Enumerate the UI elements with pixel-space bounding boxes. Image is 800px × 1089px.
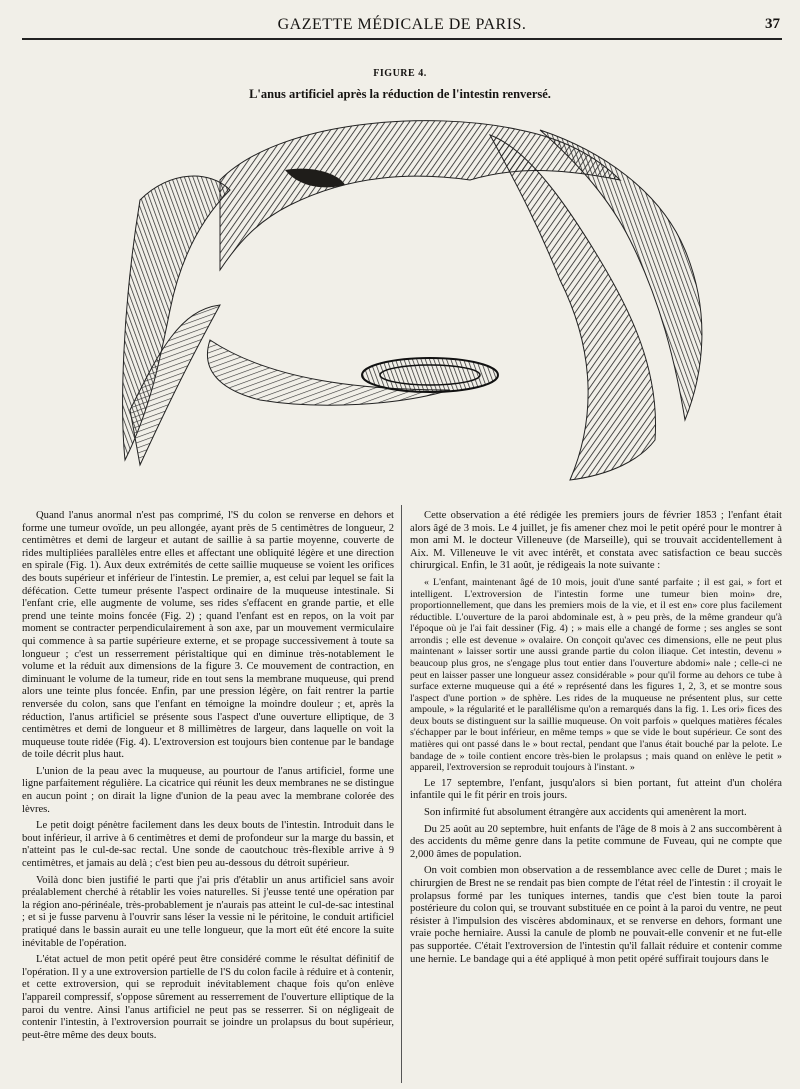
quoted-note: « L'enfant, maintenant âgé de 10 mois, jouit d'une santé parfaite ; il est gai, » fort et intelligent. L'extroversion de l'intestin forme une tumeur bien moin» dre, proportionnellement, que dans les premiers mois de la vie, et il est en» core plus facilement réductible. L'ouverture de la paroi abdominale est, à » peu près, de la même grandeur qu'à l'époque où je l'ai fait dessiner (Fig. 4) ; » mais elle a changé de forme ; ses angles se sont arrondis ; elle est devenue » ovalaire. On conçoit qu'avec ces dimensions, elle ne peut plus maintenant » laisser sortir une aussi grande partie du colon iliaque. Cet intestin, devenu » beaucoup plus gros, ne s'engage plus tout entier dans l'ouverture abdomi» nale ; celle-ci ne peut en laisser passer une longueur assez considérable » pour qu'il forme au dehors ce tube à surface externe muqueuse qui a été » représenté dans les figures 1, 2, 3, et se montre sous l'aspect d'une portion » de sphère. Les rides de la muqueuse ne présentent plus, sur cette ampoule, » la régularité et le parallélisme qu'on a remarqués dans la fig. 1. Les ori» fices des deux bouts se distinguent sur la saillie muqueuse. On voit parfois » quelques matières fécales s'échapper par le bout inférieur, en même temps » que se vide le bout supérieur. Ce sont des matières qui ont passé dans le » bout rectal, pendant que l'anus était bouché par la pelote. Le bandage de » toile contient encore très-bien le prolapsus ; mais quand on enlève le petit » appareil, l'extroversion se reproduit toujours à l'instant. » (410, 576, 782, 774)
journal-title: GAZETTE MÉDICALE DE PARIS. (277, 16, 527, 33)
figure-label: FIGURE 4. (373, 68, 427, 79)
page-number: 37 (765, 16, 780, 32)
paragraph: Du 25 août au 20 septembre, huit enfants de l'âge de 8 mois à 2 ans succombèrent à des accidents du même genre dans la petite commune de Fuveau, qui ne compte que 2,000 âmes de population. (410, 823, 782, 860)
paragraph: On voit combien mon observation a de ressemblance avec celle de Duret ; mais le chirurgien de Brest ne se rendait pas bien compte de l'état réel de l'intestin : il croyait le prolapsus formé par les tuniques internes, tandis que c'est bien toute la paroi postérieure du colon qui, se trouvant substituée en ce point à la paroi du ventre, ne peut résister à l'impulsion des viscères abdominaux, et se renverse en dehors, formant une vraie poche herniaire. Aussi la canule de plomb ne pouvait-elle convenir et ne fut-elle pas supportée. C'était l'extroversion de l'intestin qu'il fallait réduire et contenir comme une hernie. Le bandage qui a été appliqué à mon petit opéré suffirait toujours dans le (410, 865, 782, 965)
paragraph: Quand l'anus anormal n'est pas comprimé, l'S du colon se renverse en dehors et forme une tumeur ovoïde, un peu allongée, ayant près de 5 centimètres de longueur, 2 centimètres et demi de largeur et autant de saillie à sa partie moyenne, couverte de rides multipliées parallèles entre elles et affectant une obliquité légère et une direction en spirale (Fig. 1). Aux deux extrémités de cette saillie muqueuse se voient les orifices des bouts supérieur et inférieur de l'intestin. Le premier, a, est celui par lequel se fait la défécation. Cette tumeur présente l'aspect ordinaire de la muqueuse intestinale. Si l'enfant crie, elle augmente de volume, ses rides s'effacent en grande partie, et elle prend une teinte moins foncée (Fig. 2) ; quand l'enfant est en repos, on la voit par moment se contracter perpendiculairement à son axe, par un mouvement vermiculaire qui commence à sa partie supérieure externe, et se propage successivement à toute sa longueur ; c'est un resserrement péristaltique qui en diminue très-notablement le volume et la réduit aux dimensions de la figure 3. Ce mouvement de contraction, en diminuant le volume de la tumeur, ride en tout sens la membrane muqueuse, qui prend alors une teinte plus foncée. Enfin, par une pression légère, on fait rentrer la partie renversée du colon, sans que l'enfant en témoigne la moindre douleur ; et, après la réduction, l'anus artificiel se présente sous l'aspect d'une ouverture elliptique, de 3 centimètres et demi de longueur et 8 millimètres de largeur, dans laquelle on voit la muqueuse toute ridée (Fig. 4). L'extroversion est toujours bien contenue par le bandage de toile décrit plus haut. (22, 510, 394, 761)
right-column (410, 510, 782, 970)
paragraph: Cette observation a été rédigée les premiers jours de février 1853 ; l'enfant était alors âgé de 3 mois. Le 4 juillet, je fis amener chez moi le petit opéré pour le montrer à mon ami M. le docteur Villeneuve (de Marseille), qui se trouvait accidentellement à Aix. M. Villeneuve le vit avec intérêt, et constata avec satisfaction ce beau succès chirurgical. Enfin, le 31 août, je rédigeais la note suivante : (410, 510, 782, 572)
left-column (22, 510, 394, 1046)
paragraph: Le petit doigt pénètre facilement dans les deux bouts de l'intestin. Introduit dans le bout inférieur, il arrive à 6 centimètres et demi de profondeur sur la marge du bassin, et n'atteint pas le cul-de-sac rectal. Une sonde de caoutchouc très-flexible arrive à 9 centimètres, et jamais au delà ; c'est bien peu au-dessous du détroit supérieur. (22, 820, 394, 870)
figure-caption: L'anus artificiel après la réduction de l'intestin renversé. (249, 87, 551, 101)
page-header (22, 12, 782, 40)
paragraph: L'union de la peau avec la muqueuse, au pourtour de l'anus artificiel, forme une ligne parfaitement régulière. La cicatrice qui réunit les deux membranes ne se distingue en aucun point ; on dirait la ligne d'union de la peau avec la membrane colorée des lèvres. (22, 765, 394, 815)
column-rule (401, 505, 402, 1083)
paragraph: Le 17 septembre, l'enfant, jusqu'alors si bien portant, fut atteint d'un choléra infantile qui le fit périr en trois jours. (410, 777, 782, 802)
anatomical-engraving (100, 110, 720, 490)
paragraph: Voilà donc bien justifié le parti que j'ai pris d'établir un anus artificiel sans avoir préalablement cherché à rétablir les voies naturelles. Si j'eusse tenté une opération par la région ano-périnéale, très-probablement je n'aurais pas atteint le cul-de-sac intestinal ; et si je fusse parvenu à l'ouvrir sans léser la vessie ni le péritoine, le conduit artificiel pratiqué dans le bassin aurait eu une telle longueur, que la mort eût été encore la suite inévitable de l'opération. (22, 874, 394, 949)
paragraph: Son infirmité fut absolument étrangère aux accidents qui amenèrent la mort. (424, 806, 747, 818)
anus-opening (362, 358, 498, 392)
paragraph: L'état actuel de mon petit opéré peut être considéré comme le résultat définitif de l'opération. Il y a une extroversion partielle de l'S du colon facile à réduire et à contenir, et cette extroversion, qui se reproduit inévitablement chaque fois qu'on enlève l'appareil compressif, s'oppose sûrement au resserrement de l'ouverture elliptique de la paroi du ventre. Ainsi l'anus artificiel ne peut pas se resserrer. Si on négligeait de contenir l'intestin, à l'extroversion pourrait se joindre un prolapsus du bout supérieur, peut-être même des deux bouts. (22, 954, 394, 1041)
